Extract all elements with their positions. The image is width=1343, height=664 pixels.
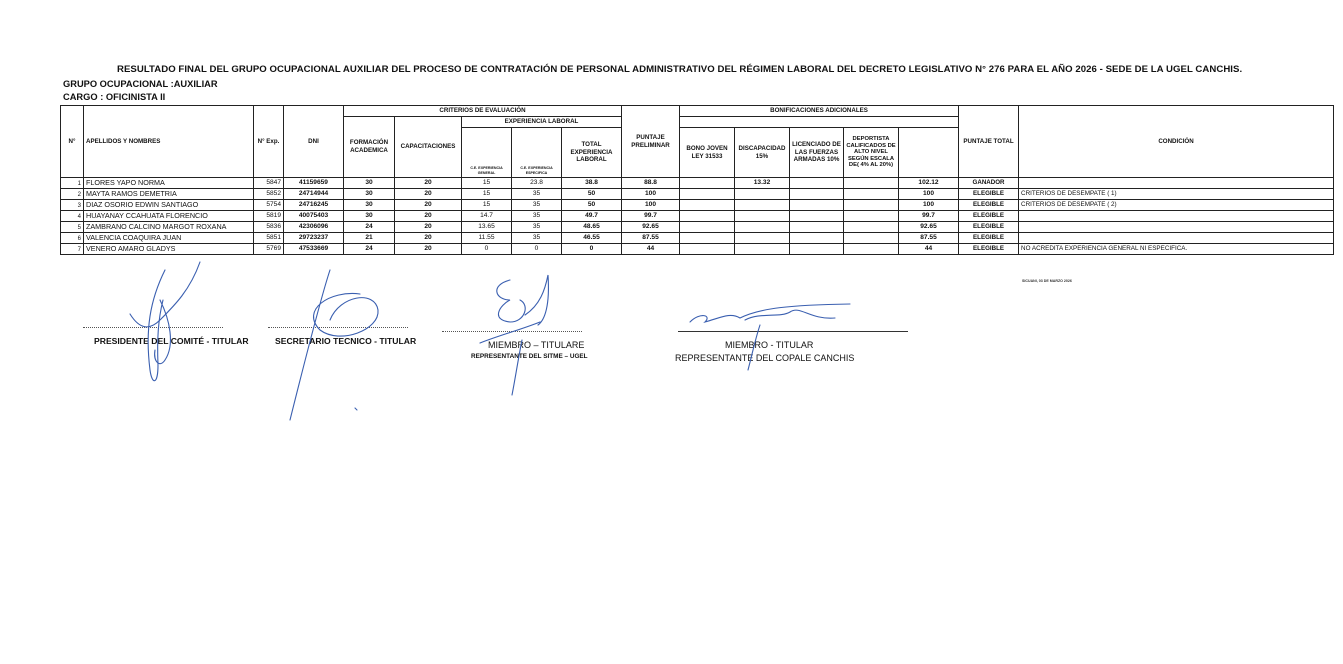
table-row (61, 211, 1334, 222)
ce-general-score: 15 (462, 178, 512, 189)
licenciado (790, 244, 844, 255)
condicion: ELEGIBLE (959, 233, 1019, 244)
row-number: 4 (61, 211, 84, 222)
applicant-name: FLORES YAPO NORMA (84, 178, 254, 189)
applicant-name: ZAMBRANO CALCINO MARGOT ROXANA (84, 222, 254, 233)
condicion: ELEGIBLE (959, 189, 1019, 200)
observaciones: NO ACREDITA EXPERIENCIA GENERAL NI ESPECIFICA. (1019, 244, 1334, 255)
puntaje-preliminar: 87.55 (622, 233, 680, 244)
exp-number: 5836 (254, 222, 284, 233)
capacitaciones-score: 20 (395, 244, 462, 255)
table-row (61, 200, 1334, 211)
observaciones (1019, 233, 1334, 244)
table-row (61, 233, 1334, 244)
header-experiencia: EXPERIENCIA LABORAL (462, 117, 622, 128)
total-experiencia-score: 38.8 (562, 178, 622, 189)
discapacidad (735, 189, 790, 200)
applicant-name: VENERO AMARO GLADYS (84, 244, 254, 255)
puntaje-total: 100 (899, 189, 959, 200)
puntaje-preliminar: 100 (622, 189, 680, 200)
bono-joven (680, 211, 735, 222)
puntaje-preliminar: 88.8 (622, 178, 680, 189)
signature-line-presidente (83, 327, 223, 328)
total-experiencia-score: 49.7 (562, 211, 622, 222)
licenciado (790, 200, 844, 211)
exp-number: 5851 (254, 233, 284, 244)
formacion-score: 30 (344, 189, 395, 200)
header-ce-general: C.E. EXPERIENCIA GENERAL (462, 128, 512, 178)
total-experiencia-score: 50 (562, 189, 622, 200)
ce-general-score: 13.65 (462, 222, 512, 233)
condicion: ELEGIBLE (959, 200, 1019, 211)
condicion: GANADOR (959, 178, 1019, 189)
discapacidad (735, 200, 790, 211)
discapacidad (735, 222, 790, 233)
header-licenciado: LICENCIADO DE LAS FUERZAS ARMADAS 10% (790, 128, 844, 178)
signature-sub-copale: REPRESENTANTE DEL COPALE CANCHIS (675, 353, 855, 363)
header-bonificaciones: BONIFICACIONES ADICIONALES (680, 106, 959, 117)
row-number: 5 (61, 222, 84, 233)
row-number: 6 (61, 233, 84, 244)
table-row (61, 189, 1334, 200)
discapacidad (735, 233, 790, 244)
puntaje-preliminar: 44 (622, 244, 680, 255)
dni: 42306096 (284, 222, 344, 233)
formacion-score: 24 (344, 244, 395, 255)
row-number: 2 (61, 189, 84, 200)
deportista (844, 222, 899, 233)
ce-general-score: 15 (462, 200, 512, 211)
formacion-score: 30 (344, 200, 395, 211)
capacitaciones-score: 20 (395, 222, 462, 233)
puntaje-preliminar: 100 (622, 200, 680, 211)
deportista (844, 200, 899, 211)
formacion-score: 24 (344, 222, 395, 233)
signature-label-copale: MIEMBRO - TITULAR (725, 340, 814, 350)
table-row (61, 222, 1334, 233)
licenciado (790, 222, 844, 233)
exp-number: 5754 (254, 200, 284, 211)
header-deportista: DEPORTISTA CALIFICADOS DE ALTO NIVEL SEGÚN ESCALA DE( 4% AL 20%) (844, 128, 899, 178)
signature-sub-sitme: REPRESENTANTE DEL SITME – UGEL (471, 353, 588, 360)
formacion-score: 21 (344, 233, 395, 244)
header-discapacidad: DISCAPACIDAD 15% (735, 128, 790, 178)
total-experiencia-score: 0 (562, 244, 622, 255)
puntaje-preliminar: 92.65 (622, 222, 680, 233)
formacion-score: 30 (344, 178, 395, 189)
deportista (844, 233, 899, 244)
observaciones: CRITERIOS DE DESEMPATE ( 2) (1019, 200, 1334, 211)
puntaje-total: 92.65 (899, 222, 959, 233)
signature-line-sitme (442, 331, 582, 332)
exp-number: 5852 (254, 189, 284, 200)
puntaje-total: 87.55 (899, 233, 959, 244)
bono-joven (680, 189, 735, 200)
exp-number: 5847 (254, 178, 284, 189)
ce-especifica-score: 23.8 (512, 178, 562, 189)
licenciado (790, 189, 844, 200)
header-apellidos: APELLIDOS Y NOMBRES (84, 106, 254, 178)
header-puntaje-preliminar: PUNTAJE PRELIMINAR (622, 106, 680, 178)
ce-especifica-score: 35 (512, 200, 562, 211)
capacitaciones-score: 20 (395, 200, 462, 211)
total-experiencia-score: 46.55 (562, 233, 622, 244)
applicant-name: MAYTA RAMOS DEMETRIA (84, 189, 254, 200)
ce-especifica-score: 0 (512, 244, 562, 255)
discapacidad: 13.32 (735, 178, 790, 189)
capacitaciones-score: 20 (395, 189, 462, 200)
header-formacion: FORMACIÓN ACADEMICA (344, 117, 395, 178)
dni: 47533669 (284, 244, 344, 255)
bono-joven (680, 178, 735, 189)
ce-especifica-score: 35 (512, 233, 562, 244)
bono-joven (680, 200, 735, 211)
applicant-name: VALENCIA COAQUIRA JUAN (84, 233, 254, 244)
header-condicion: CONDICIÓN (1019, 106, 1334, 178)
observaciones (1019, 222, 1334, 233)
formacion-score: 30 (344, 211, 395, 222)
condicion: ELEGIBLE (959, 244, 1019, 255)
bono-joven (680, 233, 735, 244)
row-number: 7 (61, 244, 84, 255)
ce-general-score: 15 (462, 189, 512, 200)
deportista (844, 211, 899, 222)
ce-especifica-score: 35 (512, 189, 562, 200)
header-exp: N° Exp. (254, 106, 284, 178)
header-puntaje-total: PUNTAJE TOTAL (959, 106, 1019, 178)
puntaje-preliminar: 99.7 (622, 211, 680, 222)
header-bonificaciones-spacer (680, 117, 959, 128)
ce-general-score: 14.7 (462, 211, 512, 222)
header-total-experiencia: TOTAL EXPERIENCIA LABORAL (562, 128, 622, 178)
puntaje-total: 102.12 (899, 178, 959, 189)
table-row (61, 244, 1334, 255)
dni: 41159659 (284, 178, 344, 189)
total-experiencia-score: 48.65 (562, 222, 622, 233)
ce-general-score: 11.55 (462, 233, 512, 244)
grupo-ocupacional: GRUPO OCUPACIONAL :AUXILIAR (63, 79, 218, 89)
applicant-name: HUAYANAY CCAHUATA FLORENCIO (84, 211, 254, 222)
results-table (60, 105, 1334, 255)
row-number: 1 (61, 178, 84, 189)
header-capacitaciones: CAPACITACIONES (395, 117, 462, 178)
signature-label-sitme: MIEMBRO – TITULARE (488, 340, 585, 350)
licenciado (790, 233, 844, 244)
ce-especifica-score: 35 (512, 222, 562, 233)
header-n: N° (61, 106, 84, 178)
ce-especifica-score: 35 (512, 211, 562, 222)
condicion: ELEGIBLE (959, 222, 1019, 233)
date-note: SICUANI, 03 DE MARZO 2026 (1022, 279, 1072, 283)
deportista (844, 244, 899, 255)
deportista (844, 189, 899, 200)
total-experiencia-score: 50 (562, 200, 622, 211)
licenciado (790, 211, 844, 222)
exp-number: 5769 (254, 244, 284, 255)
condicion: ELEGIBLE (959, 211, 1019, 222)
puntaje-total: 99.7 (899, 211, 959, 222)
licenciado (790, 178, 844, 189)
table-row (61, 178, 1334, 189)
observaciones (1019, 211, 1334, 222)
puntaje-total: 44 (899, 244, 959, 255)
capacitaciones-score: 20 (395, 233, 462, 244)
document-title: RESULTADO FINAL DEL GRUPO OCUPACIONAL AUXILIAR DEL PROCESO DE CONTRATACIÓN DE PERSONAL ADMINISTRATIVO DEL RÉGIMEN LABORAL DEL DECRETO LEGISLATIVO N° 276 PARA EL AÑO 2026 - SEDE DE LA UGEL CANCHIS. (117, 64, 1243, 75)
header-dni: DNI (284, 106, 344, 178)
header-criterios: CRITERIOS DE EVALUACIÓN (344, 106, 622, 117)
cargo-label: CARGO : OFICINISTA II (63, 92, 166, 102)
applicant-name: DIAZ OSORIO EDWIN SANTIAGO (84, 200, 254, 211)
dni: 29723237 (284, 233, 344, 244)
puntaje-total: 100 (899, 200, 959, 211)
observaciones: CRITERIOS DE DESEMPATE ( 1) (1019, 189, 1334, 200)
discapacidad (735, 211, 790, 222)
signature-line-secretario (268, 327, 408, 328)
ce-general-score: 0 (462, 244, 512, 255)
signature-line-copale (678, 331, 908, 332)
bono-joven (680, 244, 735, 255)
header-bono-joven: BONO JOVEN LEY 31533 (680, 128, 735, 178)
dni: 40075403 (284, 211, 344, 222)
bono-joven (680, 222, 735, 233)
dni: 24716245 (284, 200, 344, 211)
row-number: 3 (61, 200, 84, 211)
exp-number: 5819 (254, 211, 284, 222)
deportista (844, 178, 899, 189)
capacitaciones-score: 20 (395, 178, 462, 189)
observaciones (1019, 178, 1334, 189)
signature-label-presidente: PRESIDENTE DEL COMITÉ - TITULAR (94, 336, 249, 346)
discapacidad (735, 244, 790, 255)
header-ce-especifica: C.E. EXPERIENCIA ESPECIFICA (512, 128, 562, 178)
signature-label-secretario: SECRETARIO TECNICO - TITULAR (275, 336, 417, 346)
capacitaciones-score: 20 (395, 211, 462, 222)
dni: 24714944 (284, 189, 344, 200)
